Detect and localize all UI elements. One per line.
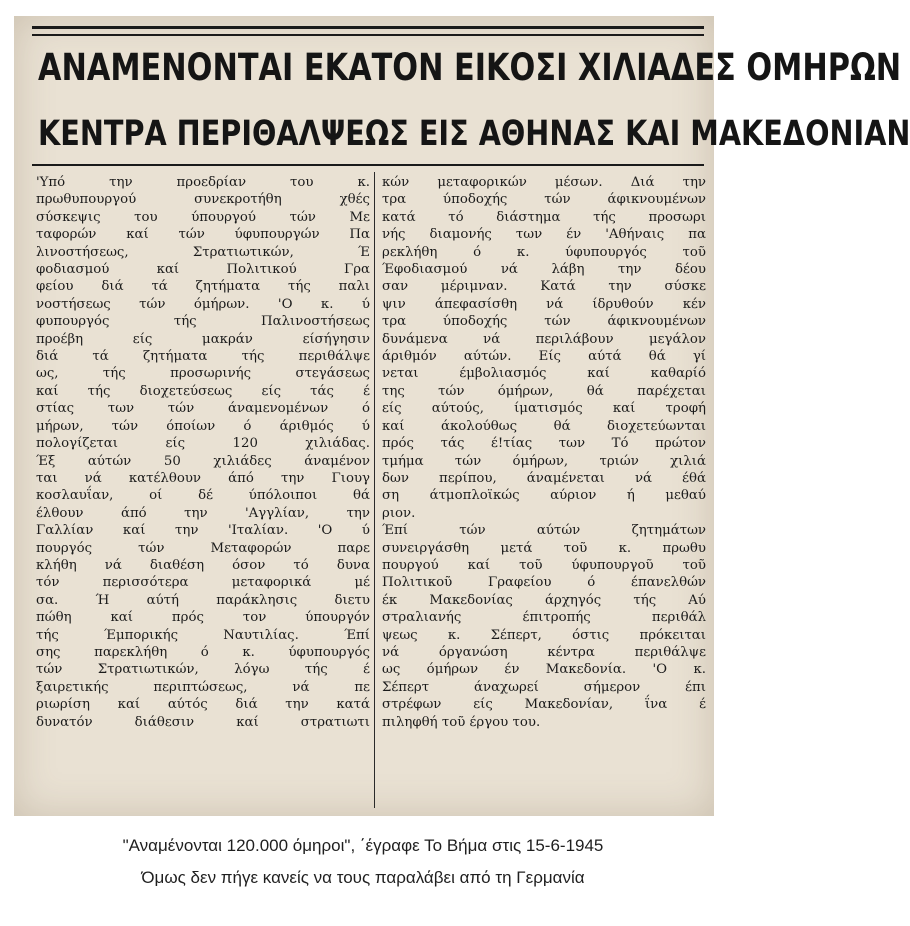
left-column-line: κλήθη νά διαθέση όσον τό δυνα (36, 557, 370, 573)
left-column-line: νοστήσεως τών όμήρων. 'Ο κ. ύ (36, 296, 370, 312)
article-column-left (36, 174, 370, 731)
right-column-line: Έπί τών αύτών ζητημάτων (382, 523, 706, 539)
right-column-line: ση άτμοπλοϊκώς αύριον ή μεθαύ (382, 488, 706, 504)
right-column-line: είς αύτούς, ίματισμός καί τροφή (382, 401, 706, 417)
right-column-line: στρέφων είς Μακεδονίαν, ΐνα έ (382, 697, 706, 713)
left-column-line: ριωρίση καί αύτός διά την κατά (36, 697, 370, 713)
right-column-line: ψιν άπεφασίσθη νά ίδρυθούν κέν (382, 296, 706, 312)
right-column-line: Έφοδιασμού νά λάβη την δέου (382, 262, 706, 278)
left-column-line: πρωθυπουργού συνεκροτήθη χθές (36, 192, 370, 208)
left-column-line: φείου διά τά ζητήματα τής παλι (36, 279, 370, 295)
left-column-line: μήρων, τών όποίων ό άριθμός ύ (36, 418, 370, 434)
right-column-line: τμήμα τών όμήρων, τριών χιλιά (382, 453, 706, 469)
right-column-line: νά όργανώση κέντρα περιθάλψε (382, 644, 706, 660)
left-column-line: φυπουργός τής Παλινοστήσεως (36, 314, 370, 330)
right-column-line: στραλιανής έπιτροπής περιθάλ (382, 610, 706, 626)
right-column-line: δων περίπου, άναμένεται νά έθά (382, 470, 706, 486)
right-column-line: καί άκολούθως θά διοχετεύωνται (382, 418, 706, 434)
left-column-line: πολογίζεται είς 120 χιλιάδας. (36, 436, 370, 452)
left-column-line: σα. Ή αύτή παράκλησις διετυ (36, 592, 370, 608)
top-rule-secondary (32, 34, 704, 36)
left-column-line: ταφορών καί τών ύφυπουργών Πα (36, 227, 370, 243)
right-column-line: δυνάμενα νά περιλάβουν μεγάλον (382, 331, 706, 347)
left-column-line: τών Στρατιωτικών, λόγω τής έ (36, 662, 370, 678)
left-column-line: σης παρεκλήθη ό κ. ύφυπουργός (36, 644, 370, 660)
left-column-line: τής Έμπορικής Ναυτιλίας. Έπί (36, 627, 370, 643)
right-column-line: ως όμήρων έν Μακεδονία. 'Ο κ. (382, 662, 706, 678)
right-column-line: σαν μέριμναν. Κατά την σύσκε (382, 279, 706, 295)
newspaper-clipping (14, 16, 910, 816)
left-column-line: δυνατόν διάθεσιν καί στρατιωτι (36, 714, 370, 730)
left-column-line: 'Υπό την προεδρίαν του κ. (36, 175, 370, 190)
image-caption-line-2: Όμως δεν πήγε κανείς να τους παραλάβει από τη Γερμανία (141, 868, 585, 887)
right-column-line: άριθμόν αύτών. Είς αύτά θά γί (382, 349, 706, 365)
left-column-line: ται νά κατέλθουν άπό την Γιουγ (36, 470, 370, 486)
right-column-line: συνειργάσθη μετά τοῦ κ. πρωθυ (382, 540, 706, 556)
left-column-line: Έξ αύτών 50 χιλιάδες άναμένον (36, 453, 370, 469)
left-column-line: ως, τής προσωρινής στεγάσεως (36, 366, 370, 382)
right-column-line: νεται έμβολιασμός καί καθαρίό (382, 366, 706, 382)
left-column-line: έλθουν άπό την 'Αγγλίαν, την (36, 505, 370, 521)
headline-primary: ΑΝΑΜΕΝΟΝΤΑΙ ΕΚΑΤΟΝ ΕΙΚΟΣΙ ΧΙΛΙΑΔΕΣ ΟΜΗΡΩΝ (38, 46, 902, 89)
top-rule (32, 26, 704, 29)
right-column-line: νής διαμονής των έν 'Αθήναις πα (382, 227, 706, 243)
left-column-line: ξαιρετικής περιπτώσεως, νά πε (36, 679, 370, 695)
right-column-line: ρεκλήθη ό κ. ύφυπουργός τοῦ (382, 244, 706, 260)
left-column-line: πώθη καί πρός τον ύπουργόν (36, 610, 370, 626)
left-column-line: φοδιασμού καί Πολιτικού Γρα (36, 262, 370, 278)
left-column-line: διά τά ζητήματα τής περιθάλψε (36, 349, 370, 365)
left-column-line: σύσκεψις του ύπουργού τών Με (36, 209, 370, 225)
right-column-line: κατά τό διάστημα τής προσωρι (382, 209, 706, 225)
left-column-line: τόν περισσότερα μεταφορικά μέ (36, 575, 370, 591)
right-column-line: Σέπερτ άναχωρεί σήμερον έπι (382, 679, 706, 695)
right-column-line: τρα ύποδοχής τών άφικνουμένων (382, 314, 706, 330)
right-column-line: τρα ύποδοχής τών άφικνουμένων (382, 192, 706, 208)
right-column-line: έκ Μακεδονίας άρχηγός τής Αύ (382, 592, 706, 608)
image-caption-line-1: "Αναμένονται 120.000 όμηροι", ΄έγραφε Το Βήμα στις 15-6-1945 (122, 836, 604, 855)
right-column-line: πρός τάς έ!τίας των Τό πρώτον (382, 436, 706, 452)
left-column-line: κοσλαυΐαν, οί δέ ύπόλοιποι θά (36, 488, 370, 504)
right-column-line: ψεως κ. Σέπερτ, όστις πρόκειται (382, 627, 706, 643)
left-column-line: πουργός τών Μεταφορών παρε (36, 540, 370, 556)
left-column-line: Γαλλίαν καί την 'Ιταλίαν. 'Ο ύ (36, 523, 370, 539)
right-column-line: πουργού καί τοῦ ύφυπουργοῦ τοῦ (382, 557, 706, 573)
article-column-right (382, 174, 706, 731)
column-divider (374, 172, 375, 808)
headline-secondary: ΚΕΝΤΡΑ ΠΕΡΙΘΑΛΨΕΩΣ ΕΙΣ ΑΘΗΝΑΣ ΚΑΙ ΜΑΚΕΔΟΝΙΑΝ (38, 114, 910, 154)
right-column-line: της τών όμήρων, θά παρέχεται (382, 383, 706, 399)
right-column-line: ριον. (382, 505, 416, 521)
headline-rule (32, 164, 704, 166)
left-column-line: προέβη είς μακράν είσήγησιν (36, 331, 370, 347)
right-column-line: πιληφθή τοῦ έργου του. (382, 714, 541, 730)
right-column-line: κών μεταφορικών μέσων. Διά την (382, 175, 706, 190)
left-column-line: καί τής διοχετεύσεως είς τάς έ (36, 383, 370, 399)
right-column-line: Πολιτικοῦ Γραφείου ό έπανελθών (382, 575, 706, 591)
left-column-line: στίας των τών άναμενομένων ό (36, 401, 370, 417)
left-column-line: λινοστήσεως, Στρατιωτικών, Έ (36, 244, 370, 260)
